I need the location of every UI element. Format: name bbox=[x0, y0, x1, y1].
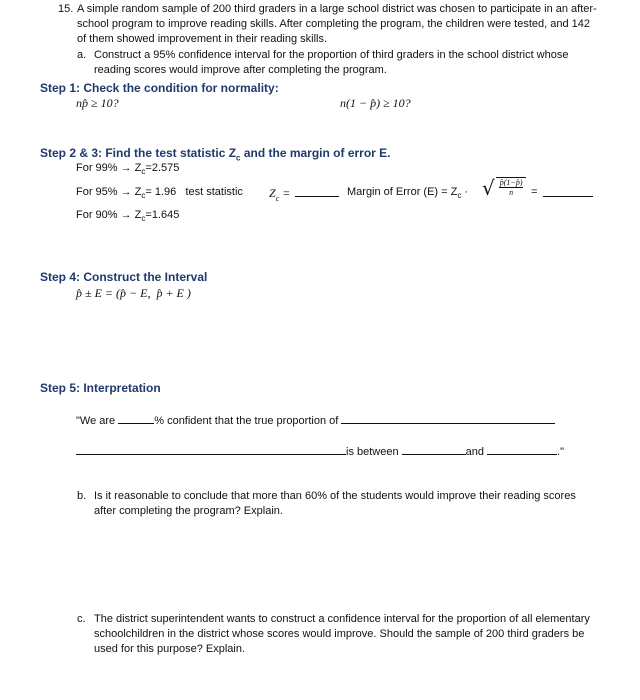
condition-n-one-minus-p: n(1 − p̂) ≥ 10? bbox=[340, 96, 411, 110]
margin-equals: = bbox=[531, 186, 538, 198]
sqrt-fraction: √ $\frac{p̂(1-p̂)}{n}$ bbox=[482, 177, 526, 199]
part-b-label: b. bbox=[77, 490, 87, 502]
population-blank-2[interactable] bbox=[76, 443, 346, 455]
problem-text: A simple random sample of 200 third graders in a large school district was chosen to participate in an after-school program to improve reading skills. After completing the program, the children were tested, and 142 of them showed improvement in their reading skills. bbox=[77, 3, 597, 45]
margin-of-error-formula: Margin of Error $(E) = Z_c$ · bbox=[347, 186, 469, 201]
part-a-text: Construct a 95% confidence interval for the proportion of third graders in the school district whose reading scores would improve after completing the program. bbox=[94, 49, 569, 76]
condition-np: np̂ ≥ 10? bbox=[76, 96, 119, 110]
part-b-text: Is it reasonable to conclude that more than 60% of the students would improve their reading scores after completing the program? Explain. bbox=[94, 490, 576, 517]
lower-bound-blank[interactable] bbox=[402, 443, 466, 455]
upper-bound-blank[interactable] bbox=[487, 443, 557, 455]
step5-title: Step 5: Interpretation bbox=[40, 381, 161, 395]
population-blank[interactable] bbox=[341, 412, 555, 424]
margin-answer-blank[interactable] bbox=[543, 196, 593, 197]
step4-title: Step 4: Construct the Interval bbox=[40, 270, 208, 284]
problem-number: 15. bbox=[58, 3, 74, 15]
interval-formula: p̂ ± E = (p̂ − E, p̂ + E ) bbox=[76, 286, 191, 300]
part-a-label: a. bbox=[77, 49, 87, 61]
interpretation-line-2: is between and ." bbox=[76, 443, 564, 460]
part-c-text: The district superintendent wants to construct a confidence interval for the proportion of all elementary schoolchildren in the district whose scores would improve. Should the sample of 200 third graders be used for this purpose? Explain. bbox=[94, 613, 590, 655]
interpretation-line-1: "We are % confident that the true proportion of bbox=[76, 412, 555, 429]
step23-title: Step 2 & 3: Find the test statistic $Z_c$ and the margin of error E. bbox=[40, 146, 391, 163]
sqrt-symbol-icon: √ bbox=[482, 176, 495, 200]
part-c-label: c. bbox=[77, 613, 86, 625]
zc-answer-blank[interactable] bbox=[295, 185, 339, 197]
step1-title: Step 1: Check the condition for normality: bbox=[40, 81, 279, 95]
z-90-line: For $90\% \to Z_c=1.645$ bbox=[76, 209, 180, 224]
zc-equation: $Z_c$ = bbox=[269, 184, 339, 203]
z-95-line: For $95\% \to Z_c= 1.96$ test statistic bbox=[76, 186, 243, 201]
confidence-level-blank[interactable] bbox=[118, 412, 154, 424]
z-99-line: For $99\% \to Z_c=2.575$ bbox=[76, 162, 180, 177]
